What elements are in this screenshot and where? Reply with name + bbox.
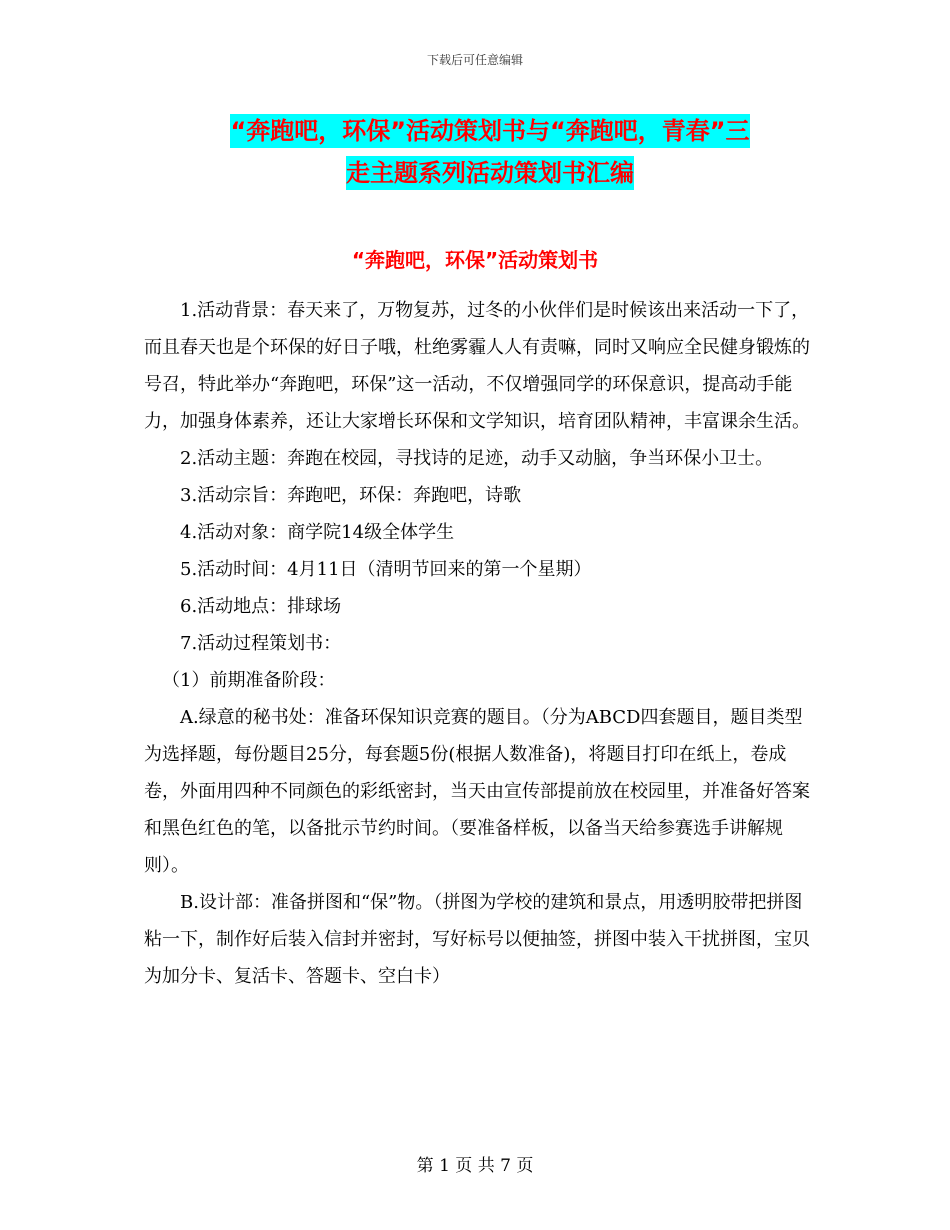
document-title-line-2: 走主题系列活动策划书汇编 [346,156,634,190]
paragraph-purpose: 3.活动宗旨：奔跑吧，环保：奔跑吧，诗歌 [180,485,522,506]
paragraph-preparation-stage: （1）前期准备阶段： [162,670,336,691]
paragraph-audience: 4.活动对象：商学院14级全体学生 [180,522,455,543]
paragraph-design-department: B.设计部：准备拼图和“保”物。（拼图为学校的建筑和景点，用透明胶带把拼图粘一下，制作好后装入信封并密封，写好标号以便抽签，拼图中装入干扰拼图，宝贝为加分卡、复活卡、答题卡、空白卡） [144,892,810,987]
paragraph-time: 5.活动时间：4月11日（清明节回来的第一个星期） [180,559,592,580]
paragraph-theme: 2.活动主题：奔跑在校园，寻找诗的足迹，动手又动脑，争当环保小卫士。 [180,448,774,469]
document-body [144,292,812,995]
document-title [150,110,830,194]
paragraph-background: 1.活动背景：春天来了，万物复苏，过冬的小伙伴们是时候该出来活动一下了，而且春天也是个环保的好日子哦，杜绝雾霾人人有责嘛，同时又响应全民健身锻炼的号召，特此举办“奔跑吧，环保”这一活动，不仅增强同学的环保意识，提高动手能力，加强身体素养，还让大家增长环保和文学知识，培育团队精神，丰富课余生活。 [144,300,810,432]
document-title-line-1: “奔跑吧，环保”活动策划书与“奔跑吧，青春”三 [230,114,749,148]
paragraph-process: 7.活动过程策划书： [180,633,342,654]
page-header-note: 下载后可任意编辑 [426,53,523,67]
section-title: “奔跑吧，环保”活动策划书 [351,248,599,272]
page-number: 第 1 页 共 7 页 [416,1156,534,1176]
paragraph-secretariat: A.绿意的秘书处：准备环保知识竞赛的题目。（分为ABCD四套题目，题目类型为选择题，每份题目25分，每套题5份(根据人数准备)，将题目打印在纸上，卷成卷，外面用四种不同颜色的彩纸密封，当天由宣传部提前放在校园里，并准备好答案和黑色红色的笔，以备批示节约时间。（要准备样板，以备当天给参赛选手讲解规则）。 [144,707,810,876]
paragraph-location: 6.活动地点：排球场 [180,596,342,617]
